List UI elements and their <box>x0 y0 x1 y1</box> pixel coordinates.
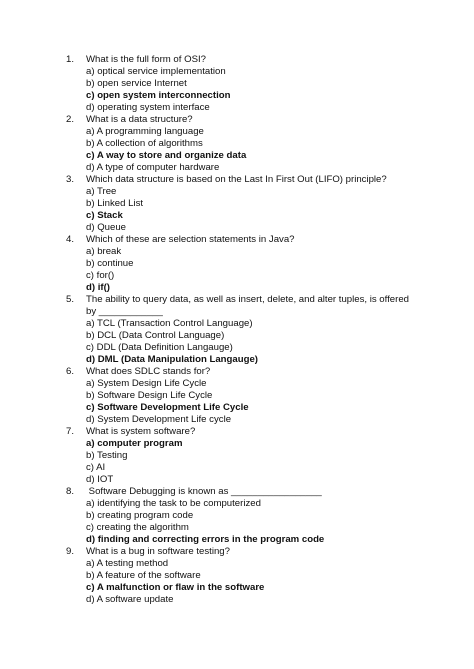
question-3-option-c: c) Stack <box>86 210 123 221</box>
question-1-option-d: d) operating system interface <box>86 102 210 113</box>
question-1-option-b: b) open service Internet <box>86 78 187 89</box>
question-6-text: What does SDLC stands for? <box>86 366 211 377</box>
question-5-option-d: d) DML (Data Manipulation Langauge) <box>86 354 258 365</box>
question-7-option-b: b) Testing <box>86 450 128 461</box>
question-6-option-b: b) Software Design Life Cycle <box>86 390 213 401</box>
question-7-number: 7. <box>66 426 75 437</box>
question-3-text: Which data structure is based on the Last In First Out (LIFO) principle? <box>86 174 387 185</box>
question-5-option-c: c) DDL (Data Definition Langauge) <box>86 342 233 353</box>
question-6 <box>0 366 474 426</box>
question-9 <box>0 546 474 606</box>
question-1-option-a: a) optical service implementation <box>86 66 226 77</box>
question-1-text: What is the full form of OSI? <box>86 54 206 65</box>
question-8-text: Software Debugging is known as _________________ <box>86 486 322 497</box>
question-9-text: What is a bug in software testing? <box>86 546 230 557</box>
question-7-text: What is system software? <box>86 426 196 437</box>
question-4-text: Which of these are selection statements in Java? <box>86 234 295 245</box>
question-4-option-d: d) if() <box>86 282 110 293</box>
question-5-option-b: b) DCL (Data Control Language) <box>86 330 225 341</box>
question-8-option-a: a) identifying the task to be computerized <box>86 498 261 509</box>
question-1 <box>0 54 474 114</box>
question-3-option-b: b) Linked List <box>86 198 144 209</box>
question-9-option-d: d) A software update <box>86 594 174 605</box>
question-3-number: 3. <box>66 174 75 185</box>
question-5-number: 5. <box>66 294 75 305</box>
question-1-line-1 <box>0 54 474 66</box>
question-2-option-b: b) A collection of algorithms <box>86 138 203 149</box>
question-8-option-d: d) finding and correcting errors in the program code <box>86 534 325 545</box>
question-6-line-1 <box>0 366 474 378</box>
question-2-option-a: a) A programming language <box>86 126 204 137</box>
question-4-option-c: c) for() <box>86 270 115 281</box>
question-8 <box>0 486 474 546</box>
question-2-text: What is a data structure? <box>86 114 193 125</box>
question-7-option-a: a) computer program <box>86 438 183 449</box>
question-1-option-c: c) open system interconnection <box>86 90 231 101</box>
question-8-number: 8. <box>66 486 75 497</box>
question-9-number: 9. <box>66 546 75 557</box>
question-9-line-1 <box>0 546 474 558</box>
question-7-option-d: d) IOT <box>86 474 114 485</box>
question-2-line-1 <box>0 114 474 126</box>
question-5 <box>0 294 474 366</box>
question-7-option-c: c) AI <box>86 462 106 473</box>
question-5-line-2 <box>0 306 474 318</box>
question-2-number: 2. <box>66 114 75 125</box>
question-2 <box>0 114 474 174</box>
question-5-text-continued: by ____________ <box>86 306 163 317</box>
question-2-option-c: c) A way to store and organize data <box>86 150 247 161</box>
question-5-option-a: a) TCL (Transaction Control Language) <box>86 318 253 329</box>
question-5-line-1 <box>0 294 474 306</box>
question-6-option-c: c) Software Development Life Cycle <box>86 402 249 413</box>
question-4-line-1 <box>0 234 474 246</box>
question-9-option-b: b) A feature of the software <box>86 570 201 581</box>
question-7-line-1 <box>0 426 474 438</box>
question-3-option-d: d) Queue <box>86 222 127 233</box>
question-6-option-a: a) System Design Life Cycle <box>86 378 207 389</box>
question-1-number: 1. <box>66 54 75 65</box>
question-4-option-a: a) break <box>86 246 122 257</box>
question-3-line-1 <box>0 174 474 186</box>
question-5-text: The ability to query data, as well as insert, delete, and alter tuples, is offered <box>86 294 409 305</box>
question-8-option-b: b) creating program code <box>86 510 194 521</box>
question-4-option-b: b) continue <box>86 258 134 269</box>
question-4-number: 4. <box>66 234 75 245</box>
question-9-option-a: a) A testing method <box>86 558 169 569</box>
question-3 <box>0 174 474 234</box>
question-2-option-d: d) A type of computer hardware <box>86 162 220 173</box>
question-9-option-c: c) A malfunction or flaw in the software <box>86 582 265 593</box>
question-3-option-a: a) Tree <box>86 186 117 197</box>
question-8-option-c: c) creating the algorithm <box>86 522 189 533</box>
question-8-line-1 <box>0 486 474 498</box>
question-7 <box>0 426 474 486</box>
question-6-number: 6. <box>66 366 75 377</box>
question-6-option-d: d) System Development Life cycle <box>86 414 232 425</box>
question-4 <box>0 234 474 294</box>
